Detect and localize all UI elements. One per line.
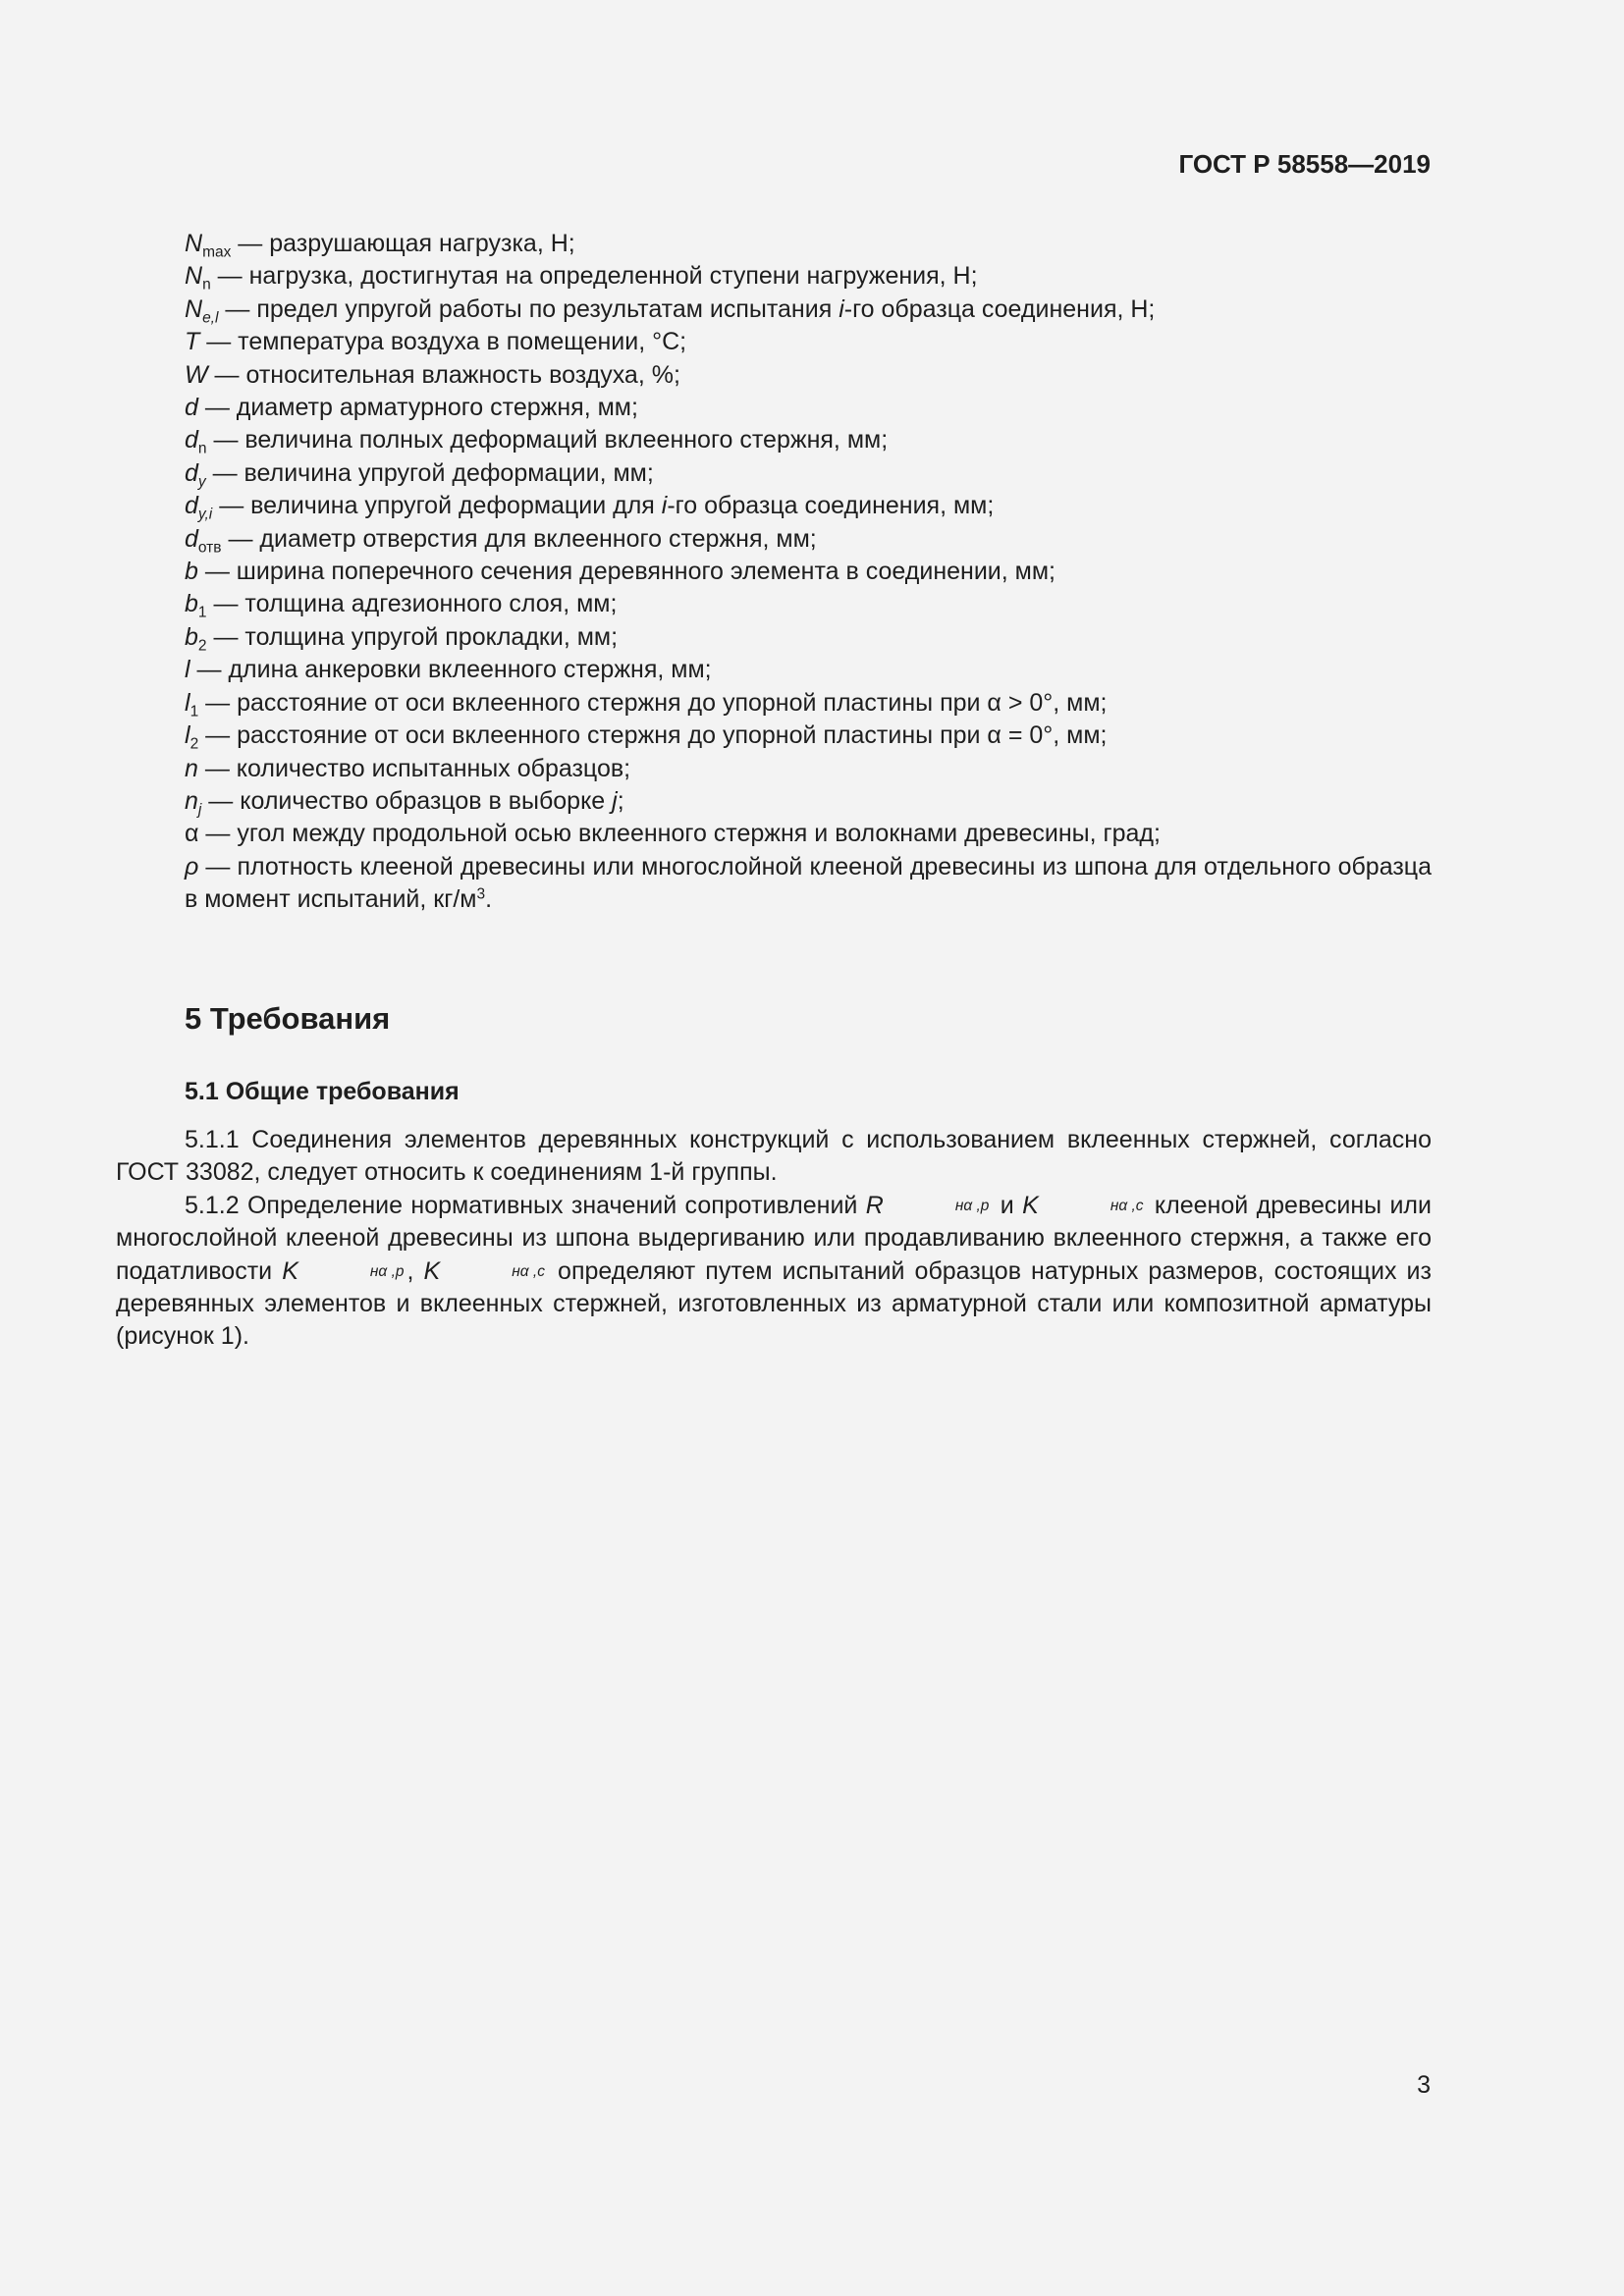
symbol-item: b — ширина поперечного сечения деревянного элемента в соединении, мм; — [185, 558, 1056, 586]
page-number: 3 — [1417, 2071, 1431, 2099]
symbol-item: $l_1$ — расстояние от оси вклеенного стержня до упорной пластины при α > 0°, мм; — [185, 688, 1108, 721]
subsection-title: 5.1 Общие требования — [185, 1078, 460, 1105]
symbol-item: l — длина анкеровки вклеенного стержня, мм; — [185, 656, 712, 684]
symbol-item: ρ — плотность клееной древесины или многослойной клееной древесины из шпона для отдельного образца в момент испытаний, $кг/м^3$. — [185, 852, 1432, 914]
symbol-item: T — температура воздуха в помещении, °С; — [185, 328, 687, 356]
symbol-item: $N_n$ — нагрузка, достигнутая на определенной ступени нагружения, Н; — [185, 262, 978, 294]
symbol-item: $N_{max}$ — разрушающая нагрузка, Н; — [185, 230, 575, 261]
symbol-item: $d_y$ — величина упругой деформации, мм; — [185, 458, 654, 491]
document-standard-number: ГОСТ Р 58558—2019 — [1178, 149, 1431, 179]
symbol-item: α — угол между продольной осью вклеенного стержня и волокнами древесины, град; — [185, 820, 1161, 848]
symbol-item: $l_2$ — расстояние от оси вклеенного стержня до упорной пластины при α = 0°, мм; — [185, 721, 1108, 753]
section-title: 5 Требования — [185, 1001, 391, 1036]
symbol-item: $b_2$ — толщина упругой прокладки, мм; — [185, 622, 619, 655]
symbol-item: $d_n$ — величина полных деформаций вклеенного стержня, мм; — [185, 426, 889, 457]
symbol-item: n — количество испытанных образцов; — [185, 754, 631, 782]
symbol-item: $b_1$ — толщина адгезионного слоя, мм; — [185, 590, 618, 621]
paragraph-5-1-2: 5.1.2 Определение нормативных значений сопротивлений R нα ,p и K нα ,c клееной древесины или многослойной клееной древесины из шпона выдергиванию или продавливанию вклеенного стержня, а также его податливости K нα ,p , K нα ,c определяют путем испытаний образцов натурных размеров, состоящих из деревянных элементов и вклеенных стержней, изготовленных из арматурной стали или композитной арматуры (рисунок 1). — [116, 1191, 1432, 1351]
symbols-list — [116, 228, 1432, 917]
paragraph-5-1-1: 5.1.1 Соединения элементов деревянных конструкций с использованием вклеенных стержней, согласно ГОСТ 33082, следует относить к соединениям 1-й группы. — [116, 1126, 1432, 1187]
section-body — [116, 1124, 1432, 1354]
symbol-item: d — диаметр арматурного стержня, мм; — [185, 394, 638, 422]
symbol-item: $N_{e,l}$ — предел упругой работы по результатам испытания i-го образца соединения, Н; — [185, 294, 1156, 327]
symbol-item: W — относительная влажность воздуха, %; — [185, 360, 680, 389]
symbol-item: $n_j$ — количество образцов в выборке j; — [185, 786, 624, 819]
symbol-item: $d_{y,i}$ — величина упругой деформации для i-го образца соединения, мм; — [185, 492, 995, 523]
symbol-item: $d_{отв}$ — диаметр отверстия для вклеенного стержня, мм; — [185, 524, 817, 557]
